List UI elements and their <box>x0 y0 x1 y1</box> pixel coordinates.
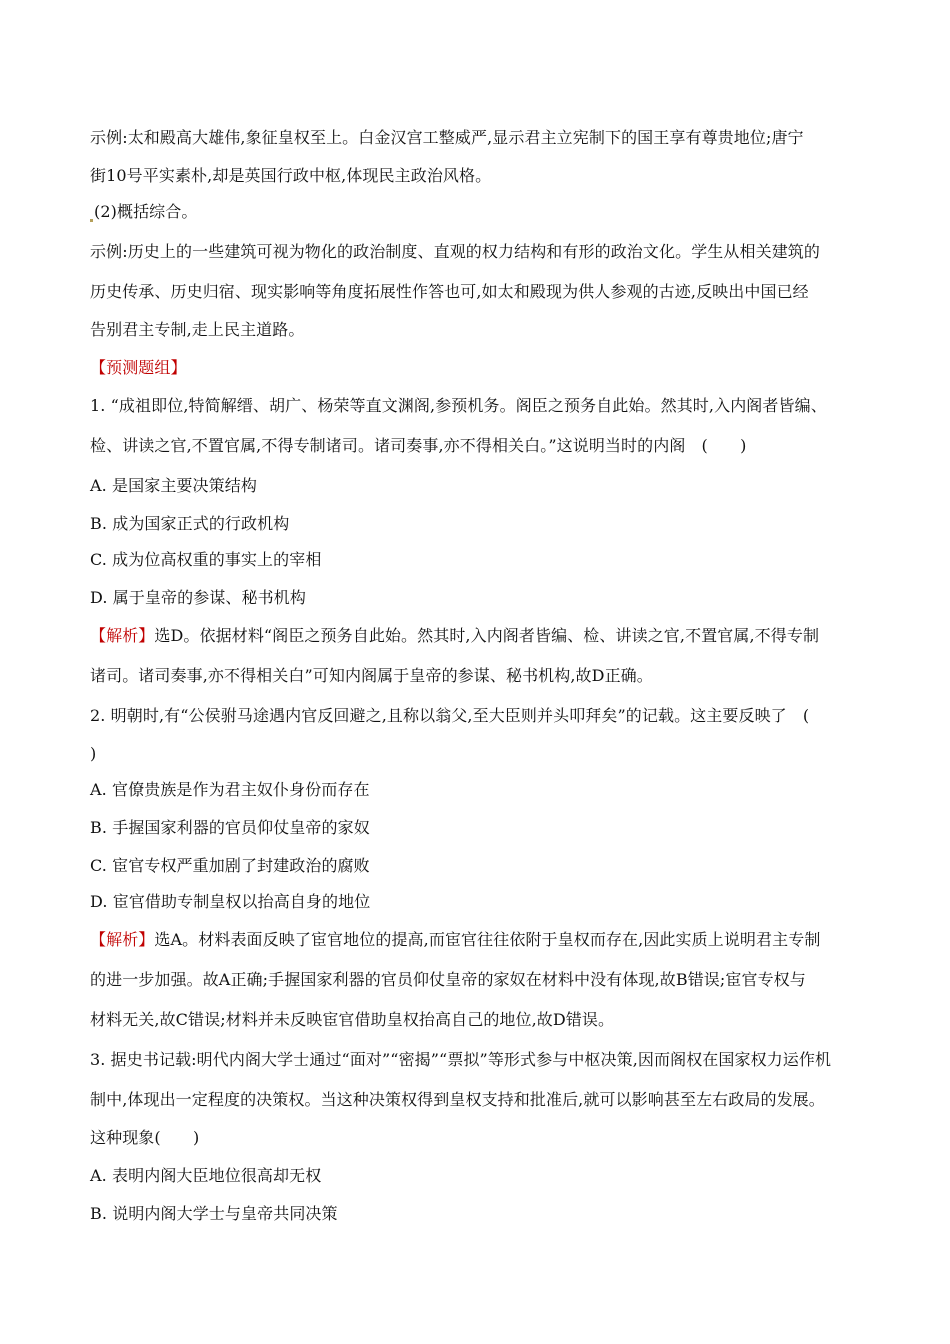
q2-analysis-line-1: 【解析】选A。材料表面反映了宦官地位的提高,而宦官往往依附于皇权而存在,因此实质上说明君主专制 <box>90 930 821 949</box>
q2-option-a: A. 官僚贵族是作为君主奴仆身份而存在 <box>90 780 370 799</box>
q3-stem-line-2: 制中,体现出一定程度的决策权。当这种决策权得到皇权支持和批准后,就可以影响甚至左右政局的发展。 <box>90 1090 825 1109</box>
q2-option-b: B. 手握国家利器的官员仰仗皇帝的家奴 <box>90 818 370 837</box>
q3-option-a: A. 表明内阁大臣地位很高却无权 <box>90 1166 322 1185</box>
example-line-2: 街10号平实素朴,却是英国行政中枢,体现民主政治风格。 <box>90 166 492 185</box>
example-line-1: 示例:太和殿高大雄伟,象征皇权至上。白金汉宫工整威严,显示君主立宪制下的国王享有尊贵地位;唐宁 <box>90 128 804 147</box>
q1-option-d: D. 属于皇帝的参谋、秘书机构 <box>90 588 306 607</box>
q1-stem-line-1: 1. “成祖即位,特简解缙、胡广、杨荣等直文渊阁,参预机务。阁臣之预务自此始。然其时,入内阁者皆编、 <box>90 396 827 415</box>
analysis-tag: 【解析】 <box>90 626 155 645</box>
q2-option-d: D. 宦官借助专制皇权以抬高自身的地位 <box>90 892 371 911</box>
q1-analysis-line-1: 【解析】选D。依据材料“阁臣之预务自此始。然其时,入内阁者皆编、检、讲读之官,不置官属,不得专制 <box>90 626 820 645</box>
q2-option-c: C. 宦官专权严重加剧了封建政治的腐败 <box>90 856 370 875</box>
q2-analysis-line-3: 材料无关,故C错误;材料并未反映宦官借助皇权抬高自己的地位,故D错误。 <box>90 1010 615 1029</box>
q2-stem-line-1: 2. 明朝时,有“公侯驸马途遇内官反回避之,且称以翁父,至大臣则并头叩拜矣”的记载。这主要反映了 ( <box>90 706 810 725</box>
example2-line-2: 历史传承、历史归宿、现实影响等角度拓展性作答也可,如太和殿现为供人参观的古迹,反映出中国已经 <box>90 282 809 301</box>
q2-stem-line-2: ) <box>90 744 97 763</box>
q1-option-a: A. 是国家主要决策结构 <box>90 476 257 495</box>
q3-option-b: B. 说明内阁大学士与皇帝共同决策 <box>90 1204 338 1223</box>
q1-option-c: C. 成为位高权重的事实上的宰相 <box>90 550 322 569</box>
stray-dot-mark <box>90 219 93 222</box>
analysis-tag: 【解析】 <box>90 930 155 949</box>
section-heading: (2)概括综合。 <box>90 202 197 222</box>
q2-analysis-line-2: 的进一步加强。故A正确;手握国家利器的官员仰仗皇帝的家奴在材料中没有体现,故B错误;宦官专权与 <box>90 970 806 989</box>
q3-stem-line-1: 3. 据史书记载:明代内阁大学士通过“面对”“密揭”“票拟”等形式参与中枢决策,因而阁权在国家权力运作机 <box>90 1050 832 1069</box>
q1-stem-line-2: 检、讲读之官,不置官属,不得专制诸司。诸司奏事,亦不得相关白。”这说明当时的内阁 ( ) <box>90 436 747 455</box>
example2-line-1: 示例:历史上的一些建筑可视为物化的政治制度、直观的权力结构和有形的政治文化。学生从相关建筑的 <box>90 242 820 261</box>
q1-option-b: B. 成为国家正式的行政机构 <box>90 514 290 533</box>
example2-line-3: 告别君主专制,走上民主道路。 <box>90 320 305 339</box>
q1-analysis-line-2: 诸司。诸司奏事,亦不得相关白”可知内阁属于皇帝的参谋、秘书机构,故D正确。 <box>90 666 653 685</box>
q3-stem-line-3: 这种现象( ) <box>90 1128 200 1147</box>
predict-group-heading: 【预测题组】 <box>90 358 187 377</box>
